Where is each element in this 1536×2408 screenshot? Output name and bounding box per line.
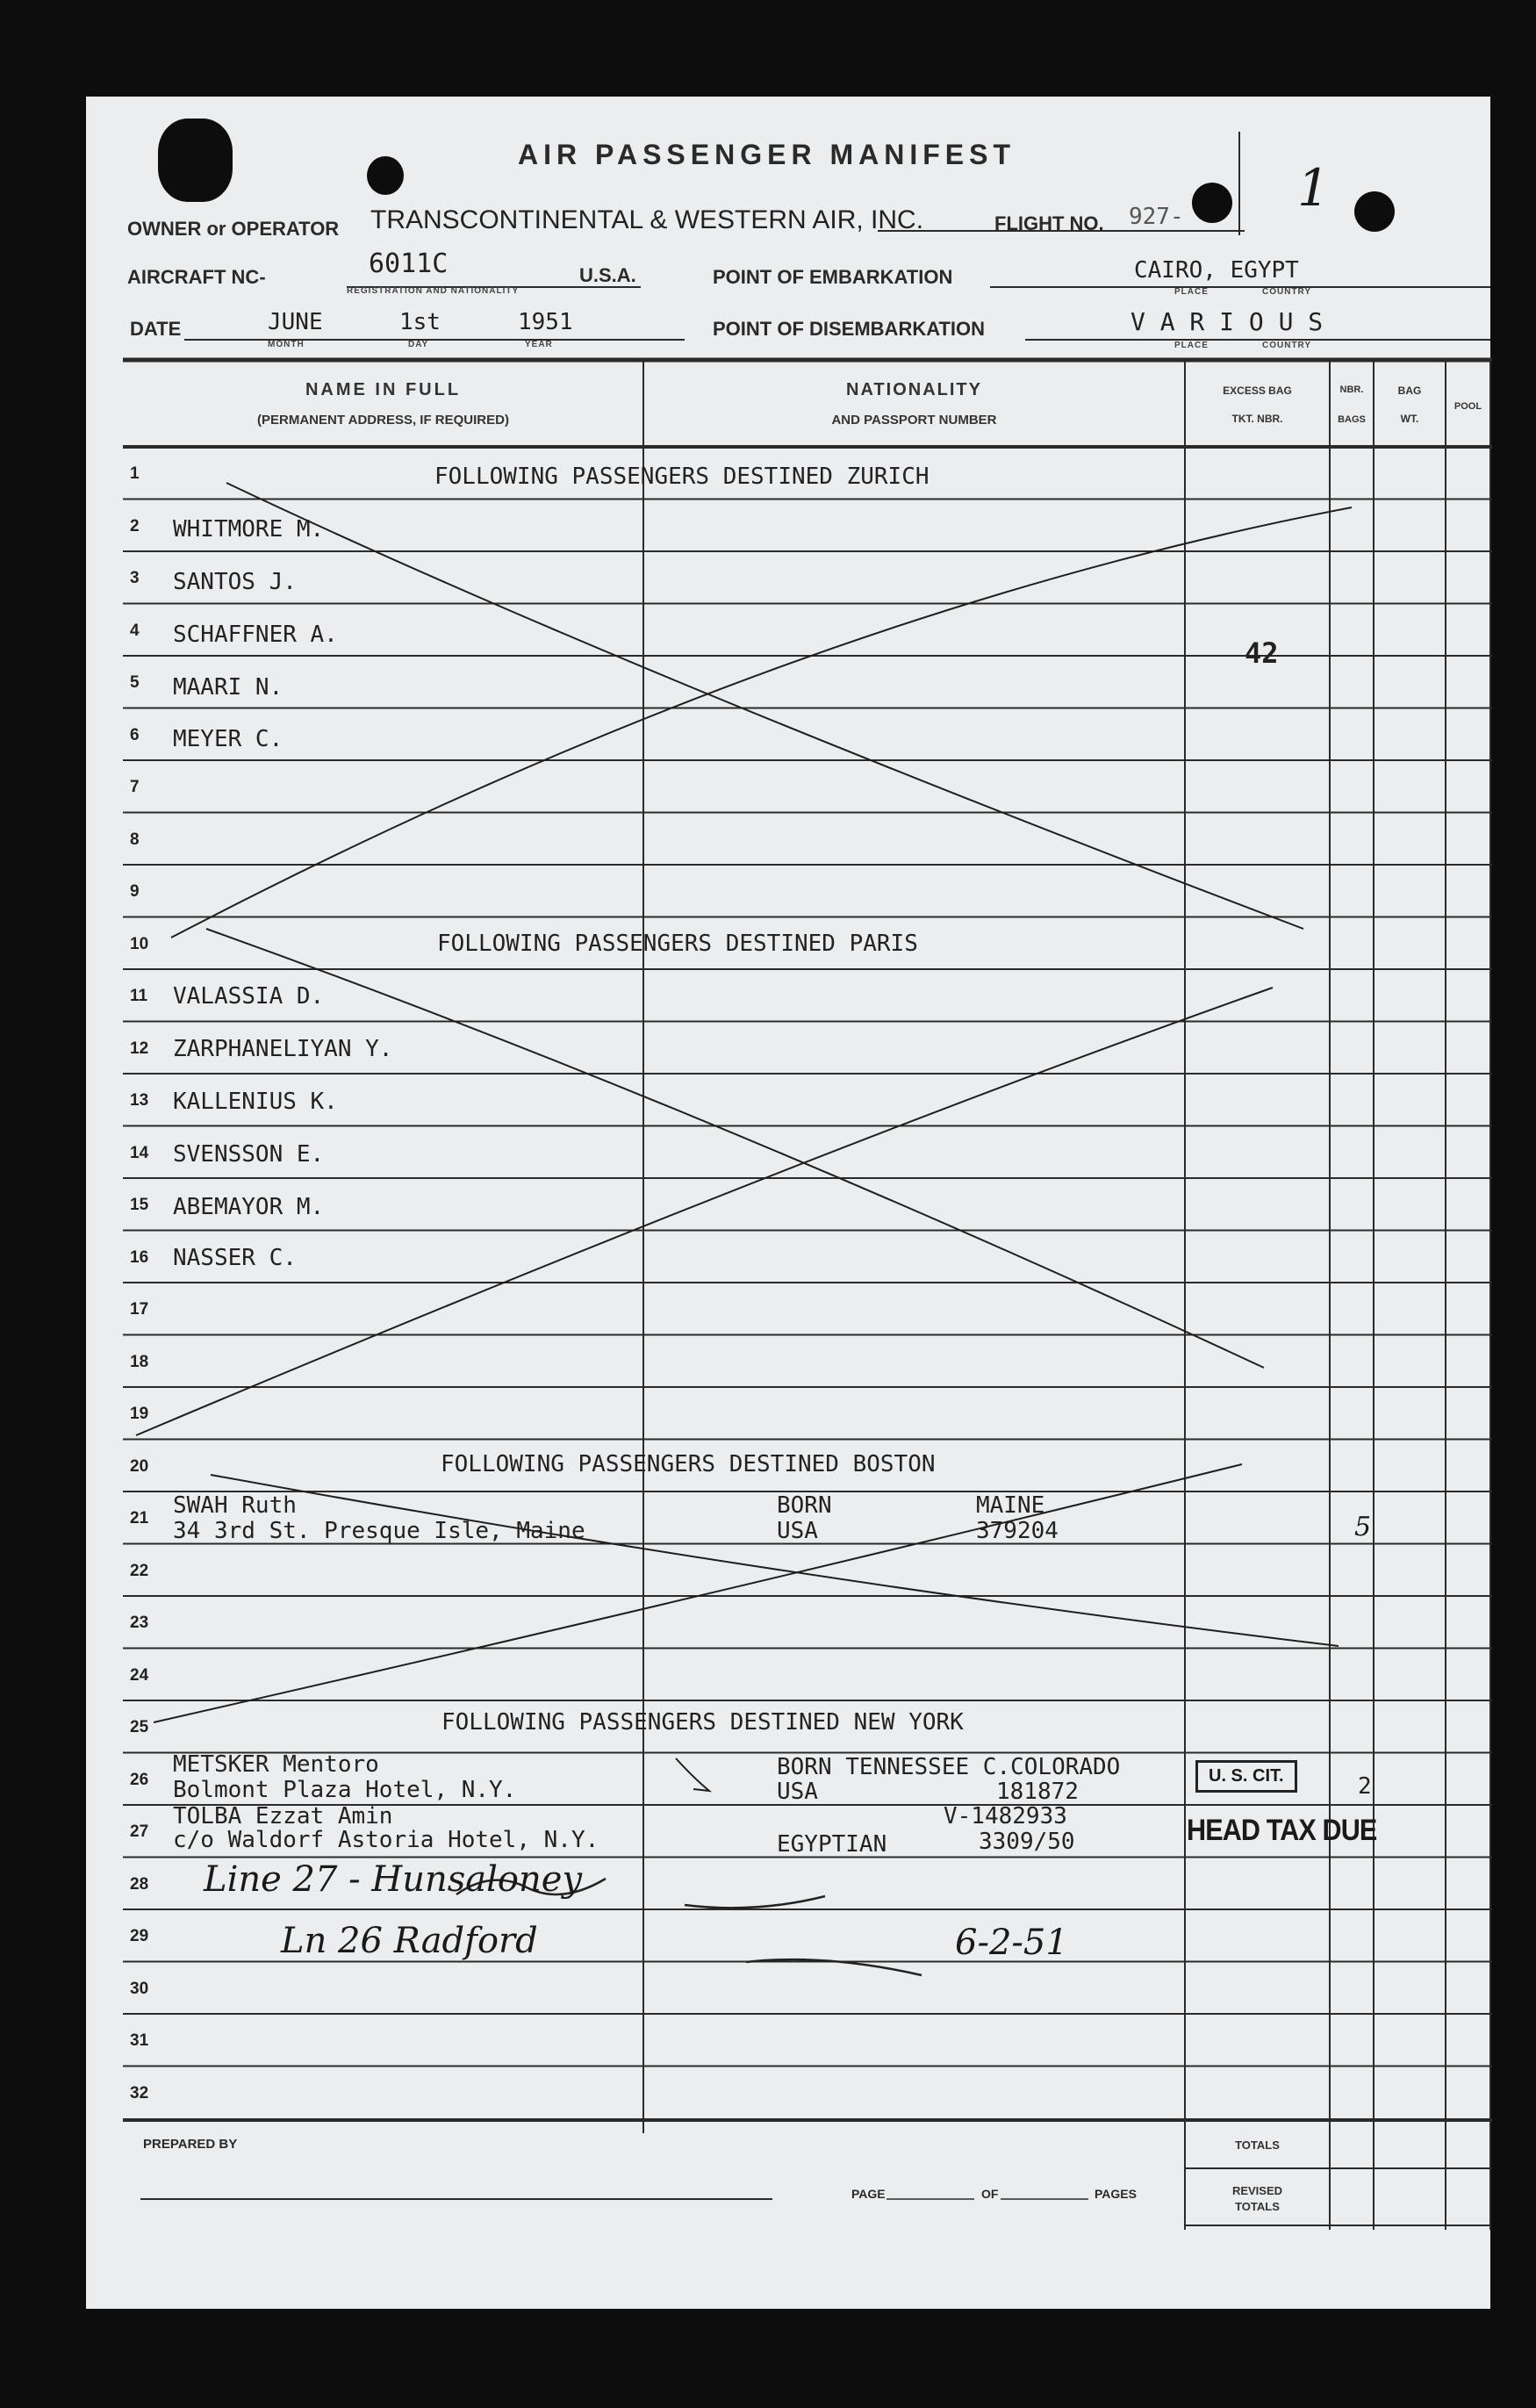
row-number: 26 [130,1770,149,1789]
row-number: 20 [130,1456,149,1476]
country-caption: COUNTRY [1262,341,1312,350]
redaction-blot [158,119,233,202]
manifest-title: AIR PASSENGER MANIFEST [518,139,1016,170]
row-number: 28 [130,1874,149,1894]
month-caption: MONTH [268,340,305,349]
row-number: 14 [130,1143,149,1162]
bag-wt-header-2: WT. [1400,413,1419,425]
section-header-paris: FOLLOWING PASSENGERS DESTINED PARIS [437,931,918,957]
head-tax-stamp: HEAD TAX DUE [1187,1814,1377,1847]
nationality-column-subtitle: AND PASSPORT NUMBER [831,413,997,428]
date-label: DATE [130,318,182,340]
passenger-name: ABEMAYOR M. [173,1194,325,1220]
country-caption: COUNTRY [1262,287,1312,297]
date-day: 1st [399,309,441,335]
year-caption: YEAR [525,340,553,349]
passenger-country: USA [777,1518,818,1544]
name-column-subtitle: (PERMANENT ADDRESS, IF REQUIRED) [257,413,509,428]
nationality-column-title: NATIONALITY [846,380,982,399]
row-number: 22 [130,1561,149,1580]
excess-bag-header-2: TKT. NBR. [1231,413,1283,425]
handwritten-note-line-26: Ln 26 Radford [281,1921,538,1961]
section-header-newyork: FOLLOWING PASSENGERS DESTINED NEW YORK [441,1709,964,1736]
section-header-boston: FOLLOWING PASSENGERS DESTINED BOSTON [441,1451,936,1477]
place-caption: PLACE [1174,341,1209,350]
row-number: 31 [130,2031,149,2050]
passenger-address: Bolmont Plaza Hotel, N.Y. [173,1777,517,1803]
row-number: 10 [130,934,149,953]
row-number: 23 [130,1614,149,1632]
redaction-blot [367,156,404,195]
embarkation-label: POINT OF EMBARKATION [713,266,953,288]
handwritten-date: 6-2-51 [955,1923,1068,1963]
bag-wt-header: BAG [1397,385,1422,397]
page-mark: 1 [1297,158,1330,218]
passenger-born: BORN [777,1492,832,1519]
row-number: 8 [130,830,140,849]
passenger-name: SVENSSON E. [173,1141,325,1168]
pool-header: POOL [1453,401,1482,412]
row-number: 3 [130,569,140,587]
date-year: 1951 [518,309,573,335]
boston-bag-count: 5 [1354,1512,1372,1542]
zurich-bag-count: 42 [1245,636,1279,670]
place-caption: PLACE [1174,287,1209,297]
row-number: 16 [130,1247,149,1267]
totals-label: TOTALS [1235,2138,1280,2152]
prepared-by-label: PREPARED BY [143,2137,238,2152]
row-number: 18 [130,1352,149,1371]
redaction-blot [1354,191,1395,232]
row-number: 17 [130,1300,149,1319]
passenger-name: VALASSIA D. [173,983,325,1010]
row-number: 32 [130,2083,149,2103]
row-number: 11 [130,987,148,1005]
passenger-name: METSKER Mentoro [173,1751,379,1778]
operator-name: TRANSCONTINENTAL & WESTERN AIR, INC. [370,205,924,234]
row-number: 21 [130,1509,149,1527]
passenger-name: TOLBA Ezzat Amin [173,1803,393,1829]
handwritten-note-line-27: Line 27 - Hunsaloney [204,1859,583,1900]
embarkation-value: CAIRO, EGYPT [1134,257,1299,284]
passenger-country: USA [777,1779,818,1805]
date-month: JUNE [268,309,323,335]
passenger-name: ZARPHANELIYAN Y. [173,1036,393,1062]
row-number: 30 [130,1979,149,1998]
aircraft-number: 6011C [369,248,449,279]
passenger-name: MAARI N. [173,674,284,701]
passport-number: 181872 [996,1779,1079,1805]
passenger-name: NASSER C. [173,1245,297,1271]
row-number: 12 [130,1039,149,1058]
passenger-name: SANTOS J. [173,569,297,595]
revised-totals-label: REVISED [1231,2184,1283,2197]
cancellation-strokes [136,483,1352,1791]
of-label: OF [981,2187,999,2201]
row-number: 27 [130,1822,149,1841]
row-number: 13 [130,1091,149,1110]
row-number: 19 [130,1405,149,1423]
row-number: 15 [130,1196,149,1214]
disembarkation-label: POINT OF DISEMBARKATION [713,318,986,340]
passenger-address: 34 3rd St. Presque Isle, Maine [173,1518,585,1544]
registration-caption: REGISTRATION AND NATIONALITY [347,286,520,296]
nbr-bags-header: NBR. [1339,385,1364,395]
row-number: 9 [130,882,140,901]
aircraft-country: U.S.A. [579,264,636,286]
row-number: 24 [130,1665,149,1685]
excess-bag-header: EXCESS BAG [1223,385,1292,397]
visa-number: V-1482933 [944,1803,1067,1829]
day-caption: DAY [408,340,429,349]
redaction-blot [1192,183,1232,223]
passenger-address: c/o Waldorf Astoria Hotel, N.Y. [173,1827,599,1853]
flight-label: FLIGHT NO. [994,212,1104,234]
row-number: 7 [130,778,140,796]
disembarkation-value: V A R I O U S [1130,307,1324,336]
passenger-name: SCHAFFNER A. [173,622,338,648]
passenger-born: BORN TENNESSEE C.COLORADO [777,1754,1121,1780]
name-column-title: NAME IN FULL [305,380,462,399]
us-citizen-stamp: U. S. CIT. [1195,1760,1297,1793]
row-number: 2 [130,516,140,536]
passenger-state: MAINE [976,1492,1045,1519]
passenger-name: MEYER C. [173,726,284,752]
row-number: 1 [130,464,140,483]
passenger-country: EGYPTIAN [777,1831,887,1858]
revised-totals-label-2: TOTALS [1235,2200,1280,2213]
passenger-name: KALLENIUS K. [173,1089,338,1115]
row-number: 6 [130,725,140,744]
row-number: 25 [130,1718,149,1736]
nbr-bags-header-2: BAGS [1338,414,1366,425]
passport-number: 379204 [976,1518,1059,1544]
row-number: 29 [130,1927,149,1945]
flight-number: 927- [1129,204,1184,230]
pages-label: PAGES [1095,2187,1137,2201]
row-number: 5 [130,673,140,692]
page-label: PAGE [851,2187,886,2201]
aircraft-label: AIRCRAFT NC- [127,266,266,288]
section-header-zurich: FOLLOWING PASSENGERS DESTINED ZURICH [434,464,929,490]
passenger-name: WHITMORE M. [173,516,325,543]
newyork-bag-count: 2 [1358,1773,1372,1800]
row-number: 4 [130,621,140,640]
passport-number: 3309/50 [979,1829,1075,1855]
owner-label: OWNER or OPERATOR [127,218,340,240]
passenger-name: SWAH Ruth [173,1492,297,1519]
